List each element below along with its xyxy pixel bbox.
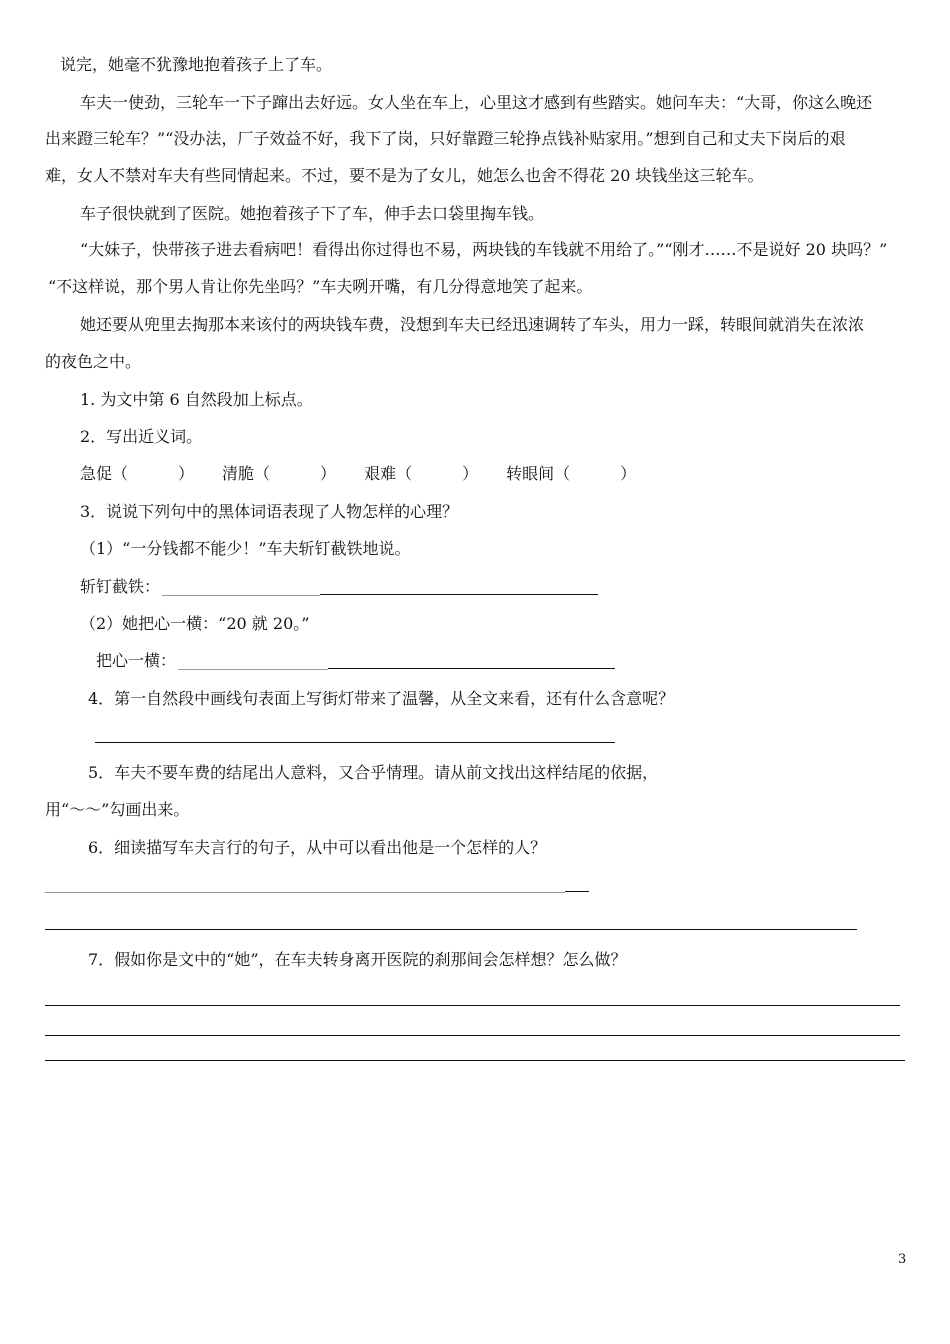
story-paragraph-1: 说完，她毫不犹豫地抱着孩子上了车。 (60, 55, 333, 74)
question-5-line-1: 5．车夫不要车费的结尾出人意料，又合乎情理。请从前文找出这样结尾的依据， (88, 763, 659, 782)
question-2: 2．写出近义词。 (80, 427, 203, 446)
answer-line (328, 668, 615, 669)
synonym-close-paren-1: ） (178, 464, 195, 483)
synonym-row (80, 464, 636, 484)
question-3-sentence-1: （1）“一分钱都不能少！”车夫斩钉截铁地说。 (80, 539, 411, 558)
story-paragraph-5: “不这样说，那个男人肯让你先坐吗？”车夫咧开嘴，有几分得意地笑了起来。 (48, 277, 593, 296)
answer-line (45, 1005, 900, 1006)
question-3-sentence-2: （2）她把心一横：“20 就 20。” (80, 614, 310, 633)
answer-line-thin (45, 892, 565, 893)
story-paragraph-2-line-1: 车夫一使劲，三轮车一下子蹿出去好远。女人坐在车上，心里这才感到有些踏实。她问车夫：“大哥，你这么晚还 (80, 93, 873, 112)
synonym-close-paren-4: ） (620, 464, 637, 483)
question-1: 1. 为文中第 6 自然段加上标点。 (80, 390, 313, 409)
synonym-close-paren-3: ） (462, 464, 479, 483)
question-4: 4．第一自然段中画线句表面上写街灯带来了温馨，从全文来看，还有什么含意呢？ (88, 689, 675, 708)
story-paragraph-3: 车子很快就到了医院。她抱着孩子下了车，伸手去口袋里掏车钱。 (80, 204, 545, 223)
page-number: 3 (898, 1252, 907, 1267)
story-paragraph-2-line-3: 难，女人不禁对车夫有些同情起来。不过，要不是为了女儿，她怎么也舍不得花 20 块钱坐这三轮车。 (45, 166, 764, 185)
answer-label-zhandingjietie: 斩钉截铁： (80, 577, 161, 596)
synonym-close-paren-2: ） (320, 464, 337, 483)
answer-label-baxinyiheng: 把心一横： (96, 651, 177, 670)
answer-line (320, 594, 598, 595)
story-paragraph-4: “大妹子，快带孩子进去看病吧！看得出你过得也不易，两块钱的车钱就不用给了。”“刚才……不是说好 20 块吗？” (80, 240, 888, 259)
story-paragraph-6-line-2: 的夜色之中。 (45, 352, 142, 371)
question-5-line-2: 用“～～”勾画出来。 (45, 800, 190, 819)
question-7: 7．假如你是文中的“她”，在车夫转身离开医院的刹那间会怎样想？怎么做？ (88, 950, 627, 969)
synonym-word-3: 艰难（ (364, 464, 413, 483)
answer-line (45, 1035, 900, 1036)
story-paragraph-6-line-1: 她还要从兜里去掏那本来该付的两块钱车费，没想到车夫已经迅速调转了车头，用力一踩，转眼间就消失在浓浓 (80, 315, 865, 334)
synonym-word-4: 转眼间（ (506, 464, 571, 483)
answer-line-thin (162, 595, 320, 596)
answer-line (45, 929, 857, 930)
answer-line (95, 742, 615, 743)
answer-line-thin (178, 669, 328, 670)
answer-line (565, 891, 589, 892)
question-3: 3．说说下列句中的黑体词语表现了人物怎样的心理？ (80, 502, 459, 521)
synonym-word-2: 清脆（ (222, 464, 271, 483)
question-6: 6．细读描写车夫言行的句子，从中可以看出他是一个怎样的人？ (88, 838, 547, 857)
synonym-word-1: 急促（ (80, 464, 129, 483)
story-paragraph-2-line-2: 出来蹬三轮车？”“没办法，厂子效益不好，我下了岗，只好靠蹬三轮挣点钱补贴家用。”想到自己和丈夫下岗后的艰 (45, 129, 846, 148)
answer-line (45, 1060, 905, 1061)
